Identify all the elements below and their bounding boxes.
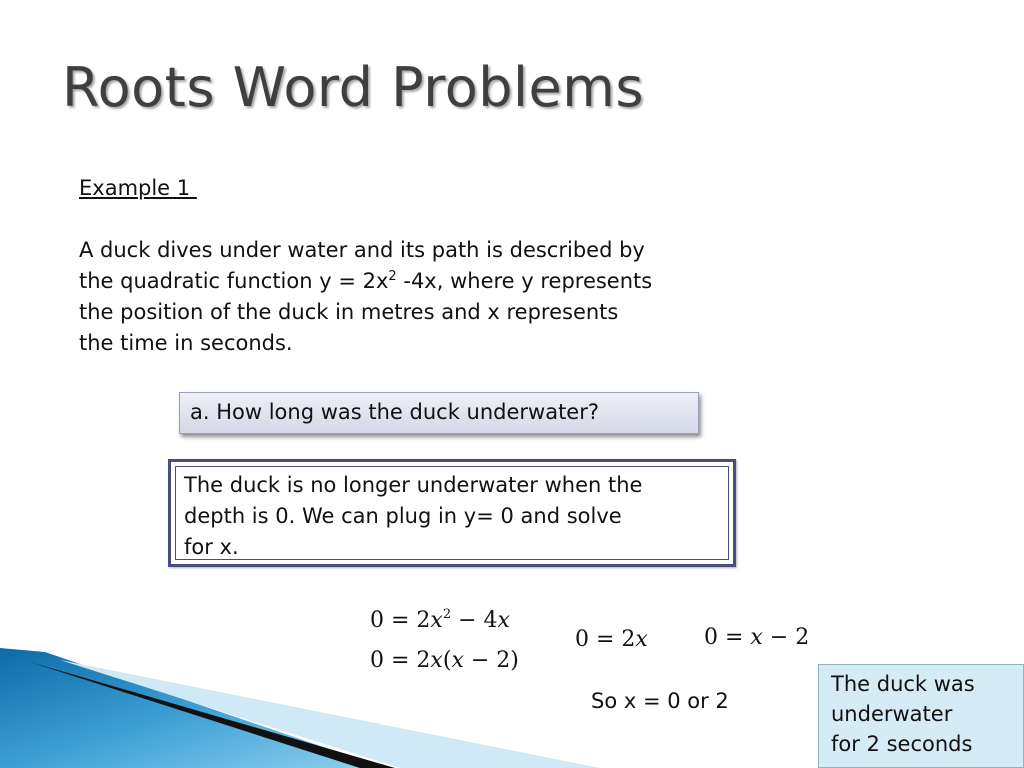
problem-line [79,266,779,297]
question-box: a. How long was the duck underwater? [179,392,699,434]
problem-line: the time in seconds. [79,331,293,355]
eq-variable: x [750,625,763,650]
eq-text: ( [442,648,452,673]
problem-text: -4x, where y represents [396,269,653,293]
eq-text: 0 = 2 [370,608,431,633]
equation-2 [370,648,519,673]
eq-text: 0 = 2 [575,627,636,652]
result-line: for 2 seconds [831,732,973,756]
exponent: 2 [388,269,397,284]
eq-text: 0 = 2 [370,648,431,673]
eq-text: 0 = [704,625,751,650]
eq-text: − 2 [762,625,810,650]
example-label: Example 1 [79,176,197,200]
problem-statement [79,235,779,359]
answer-box [168,459,736,567]
eq-variable: x [430,648,443,673]
equation-1 [370,608,510,633]
result-box [818,664,1024,768]
eq-variable: x [451,648,464,673]
answer-line: depth is 0. We can plug in y= 0 and solve [184,504,622,528]
result-line: underwater [831,702,953,726]
problem-line: the position of the duck in metres and x represents [79,300,619,324]
eq-variable: x [635,627,648,652]
eq-text: − 4 [451,608,498,633]
eq-text: − 2) [463,648,519,673]
equation-4 [704,625,809,650]
answer-line: The duck is no longer underwater when the [184,473,643,497]
problem-line: A duck dives under water and its path is described by [79,238,645,262]
result-line: The duck was [831,672,975,696]
conclusion-text: So x = 0 or 2 [591,689,729,713]
eq-variable: x [497,608,510,633]
answer-inner-frame [175,466,729,560]
answer-line: for x. [184,535,239,559]
eq-exponent: 2 [442,607,452,622]
problem-text: the quadratic function y = 2x [79,269,389,293]
eq-variable: x [430,608,443,633]
page-title: Roots Word Problems [62,56,645,119]
equation-3 [575,627,648,652]
